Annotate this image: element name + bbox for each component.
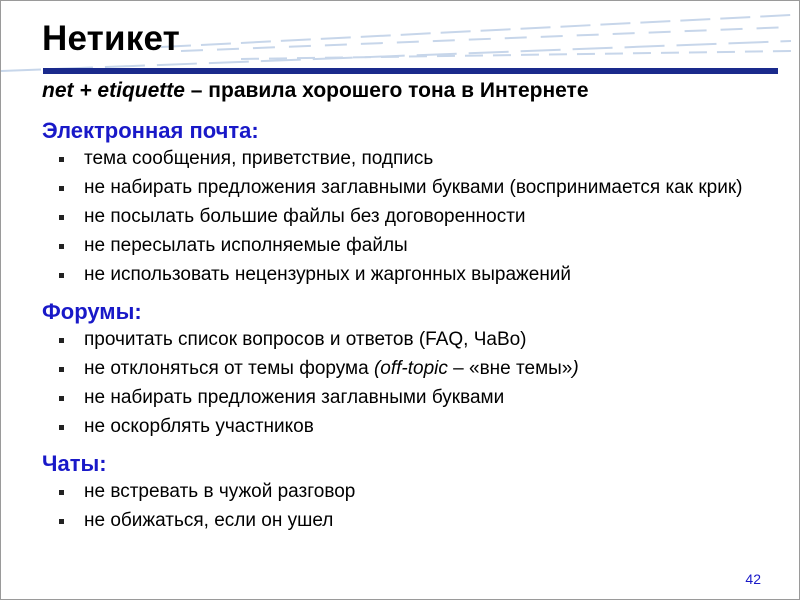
list-item: не использовать нецензурных и жаргонных выражений xyxy=(42,262,772,288)
list-item: не пересылать исполняемые файлы xyxy=(42,233,772,259)
list-item: не посылать большие файлы без договоренности xyxy=(42,204,772,230)
bullet-icon xyxy=(59,244,64,249)
list-item: не оскорблять участников xyxy=(42,414,772,440)
bullet-icon xyxy=(59,396,64,401)
list-item: не набирать предложения заглавными буквами xyxy=(42,385,772,411)
list-item: не обижаться, если он ушел xyxy=(42,508,772,534)
bullet-icon xyxy=(59,186,64,191)
title-underline xyxy=(43,68,778,74)
section-heading-forums: Форумы: xyxy=(42,299,142,324)
page-number: 42 xyxy=(745,571,761,587)
bullet-icon xyxy=(59,157,64,162)
list-item: не встревать в чужой разговор xyxy=(42,479,772,505)
bullet-icon xyxy=(59,367,64,372)
bullet-icon xyxy=(59,215,64,220)
list-item: не отклоняться от темы форума (off-topic – «вне темы») xyxy=(42,356,772,382)
list-item: прочитать список вопросов и ответов (FAQ, ЧаВо) xyxy=(42,327,772,353)
section-heading-email: Электронная почта: xyxy=(42,118,259,143)
bullet-icon xyxy=(59,519,64,524)
subtitle-text: – правила хорошего тона в Интернете xyxy=(184,79,589,102)
list-item: тема сообщения, приветствие, подпись xyxy=(42,146,772,172)
section-heading-chats: Чаты: xyxy=(42,451,107,476)
content xyxy=(42,116,772,537)
list-item: не набирать предложения заглавными буквами (воспринимается как крик) xyxy=(42,175,772,201)
bullet-icon xyxy=(59,425,64,430)
page-title: Нетикет xyxy=(42,19,180,58)
subtitle xyxy=(42,79,589,103)
bullet-icon xyxy=(59,490,64,495)
subtitle-term: net + etiquette xyxy=(42,79,185,102)
bullet-icon xyxy=(59,273,64,278)
bullet-icon xyxy=(59,338,64,343)
